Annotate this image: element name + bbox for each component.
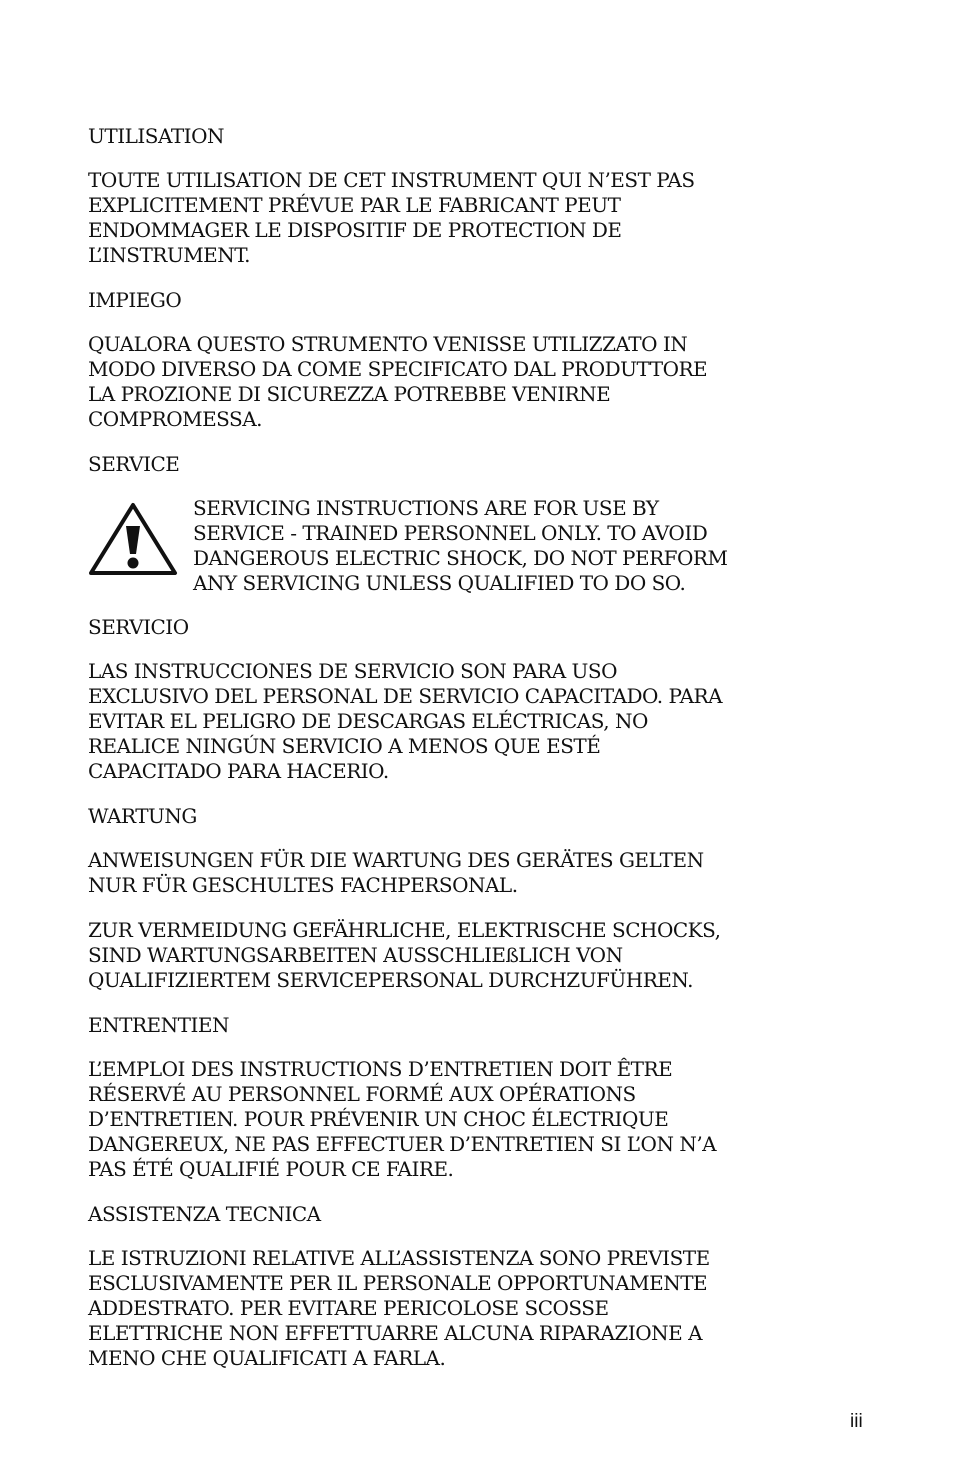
text-line: DANGEROUS ELECTRIC SHOCK, DO NOT PERFORM	[193, 546, 728, 570]
text-line: SERVICING INSTRUCTIONS ARE FOR USE BY	[193, 496, 659, 520]
section-heading-service: SERVICE	[88, 452, 180, 476]
section-heading-entrentien: ENTRENTIEN	[88, 1013, 229, 1037]
text-line: TOUTE UTILISATION DE CET INSTRUMENT QUI N’EST PAS	[88, 168, 695, 192]
text-line: ANY SERVICING UNLESS QUALIFIED TO DO SO.	[193, 571, 686, 595]
text-line: L’EMPLOI DES INSTRUCTIONS D’ENTRETIEN DOIT ÊTRE	[88, 1057, 673, 1081]
section-body-impiego	[88, 332, 878, 432]
section-heading-servicio: SERVICIO	[88, 615, 189, 639]
text-line: QUALORA QUESTO STRUMENTO VENISSE UTILIZZATO IN	[88, 332, 688, 356]
section-body-servicio	[88, 659, 878, 784]
text-line: QUALIFIZIERTEM SERVICEPERSONAL DURCHZUFÜHREN.	[88, 968, 693, 992]
text-line: SIND WARTUNGSARBEITEN AUSSCHLIEßLICH VON	[88, 943, 623, 967]
text-line: DANGEREUX, NE PAS EFFECTUER D’ENTRETIEN SI L’ON N’A	[88, 1132, 717, 1156]
text-line: D’ENTRETIEN. POUR PRÉVENIR UN CHOC ÉLECTRIQUE	[88, 1107, 669, 1131]
text-line: NUR FÜR GESCHULTES FACHPERSONAL.	[88, 873, 518, 897]
text-line: EXPLICITEMENT PRÉVUE PAR LE FABRICANT PEUT	[88, 193, 621, 217]
text-line: ANWEISUNGEN FÜR DIE WARTUNG DES GERÄTES GELTEN	[88, 848, 704, 872]
text-line: SERVICE - TRAINED PERSONNEL ONLY. TO AVOID	[193, 521, 708, 545]
text-line: EXCLUSIVO DEL PERSONAL DE SERVICIO CAPACITADO. PARA	[88, 684, 723, 708]
text-line: ESCLUSIVAMENTE PER IL PERSONALE OPPORTUNAMENTE	[88, 1271, 708, 1295]
service-warning	[88, 496, 878, 596]
document-page	[88, 124, 878, 1391]
text-line: ELETTRICHE NON EFFETTUARRE ALCUNA RIPARAZIONE A	[88, 1321, 703, 1345]
text-line: REALICE NINGÚN SERVICIO A MENOS QUE ESTÉ	[88, 734, 601, 758]
text-line: COMPROMESSA.	[88, 407, 263, 431]
text-line: CAPACITADO PARA HACERIO.	[88, 759, 389, 783]
text-line: PAS ÉTÉ QUALIFIÉ POUR CE FAIRE.	[88, 1157, 454, 1181]
section-heading-utilisation: UTILISATION	[88, 124, 224, 148]
text-line: L’INSTRUMENT.	[88, 243, 251, 267]
warning-triangle-icon	[88, 502, 178, 576]
section-body-utilisation	[88, 168, 878, 268]
page-number: iii	[850, 1411, 863, 1432]
text-line: ENDOMMAGER LE DISPOSITIF DE PROTECTION DE	[88, 218, 622, 242]
text-line: MODO DIVERSO DA COME SPECIFICATO DAL PRODUTTORE	[88, 357, 708, 381]
section-body-wartung-2	[88, 918, 878, 993]
text-line: RÉSERVÉ AU PERSONNEL FORMÉ AUX OPÉRATIONS	[88, 1082, 636, 1106]
section-heading-impiego: IMPIEGO	[88, 288, 182, 312]
text-line: ZUR VERMEIDUNG GEFÄHRLICHE, ELEKTRISCHE SCHOCKS,	[88, 918, 721, 942]
text-line: LAS INSTRUCCIONES DE SERVICIO SON PARA USO	[88, 659, 617, 683]
text-line: LA PROZIONE DI SICUREZZA POTREBBE VENIRNE	[88, 382, 611, 406]
section-body-wartung	[88, 848, 878, 898]
section-body-service	[193, 496, 727, 596]
section-heading-wartung: WARTUNG	[88, 804, 197, 828]
text-line: EVITAR EL PELIGRO DE DESCARGAS ELÉCTRICAS, NO	[88, 709, 648, 733]
section-body-entrentien	[88, 1057, 878, 1182]
section-heading-assistenza-tecnica: ASSISTENZA TECNICA	[88, 1202, 321, 1226]
section-body-assistenza-tecnica	[88, 1246, 878, 1371]
text-line: ADDESTRATO. PER EVITARE PERICOLOSE SCOSSE	[88, 1296, 609, 1320]
text-line: MENO CHE QUALIFICATI A FARLA.	[88, 1346, 446, 1370]
text-line: LE ISTRUZIONI RELATIVE ALL’ASSISTENZA SONO PREVISTE	[88, 1246, 710, 1270]
